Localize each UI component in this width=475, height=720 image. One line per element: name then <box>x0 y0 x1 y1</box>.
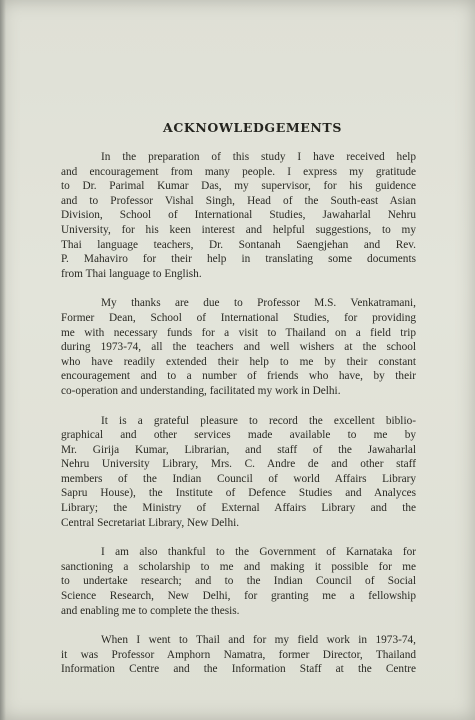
text-line: and to Professor Vishal Singh, Head of the South-east Asian <box>61 194 416 207</box>
text-line: P. Mahaviro for their help in translating some documents <box>61 253 416 266</box>
text-line: it was Professor Amphorn Namatra, former Director, Thailand <box>61 648 416 661</box>
text-line: encouragement and to a number of friends who have, by their <box>61 370 416 383</box>
text-line: during 1973-74, all the teachers and well wishers at the school <box>61 341 416 354</box>
text-line: members of the Indian Council of world Affairs Library <box>61 472 416 485</box>
text-line: sanctioning a scholarship to me and making it possible for me <box>61 560 416 573</box>
text-line: co-operation and understanding, facilitated my work in Delhi. <box>61 384 341 397</box>
text-line: My thanks are due to Professor M.S. Venkatramani, <box>101 297 416 310</box>
text-line: and enabling me to complete the thesis. <box>61 604 240 617</box>
text-line: Central Secretariat Library, New Delhi. <box>61 516 240 529</box>
text-line: Library; the Ministry of External Affairs Library and the <box>61 502 416 515</box>
paragraph-1 <box>61 150 416 281</box>
text-line: Sapru House), the Institute of Defence Studies and Analyces <box>61 487 416 500</box>
text-line: who have readily extended their help to me by their constant <box>61 355 416 368</box>
page-edge-shadow <box>0 0 6 720</box>
paragraph-3 <box>61 414 416 531</box>
text-line: graphical and other services made available to me by <box>61 429 416 442</box>
text-line: In the preparation of this study I have received help <box>101 151 416 163</box>
text-line: to Dr. Parimal Kumar Das, my supervisor, for his guidence <box>61 180 416 193</box>
text-line: to undertake research; and to the Indian Council of Social <box>61 575 416 588</box>
acknowledgements-body <box>61 150 416 692</box>
paragraph-2 <box>61 296 416 398</box>
text-line: Mr. Girija Kumar, Librarian, and staff of the Jawaharlal <box>61 443 416 456</box>
text-line: Division, School of International Studies, Jawaharlal Nehru <box>61 209 416 222</box>
text-line: Information Centre and the Information Staff at the Centre <box>61 663 416 676</box>
paragraph-5 <box>61 633 416 677</box>
paragraph-4 <box>61 545 416 618</box>
text-line: When I went to Thail and for my field work in 1973-74, <box>101 634 416 647</box>
text-line: Former Dean, School of International Studies, for providing <box>61 311 416 324</box>
text-line: Nehru University Library, Mrs. C. Andre de and other staff <box>61 458 416 471</box>
text-line: University, for his keen interest and helpful suggestions, to my <box>61 223 416 236</box>
page-title: ACKNOWLEDGEMENTS <box>163 120 342 135</box>
text-line: me with necessary funds for a visit to Thailand on a field trip <box>61 326 416 339</box>
text-line: from Thai language to English. <box>61 267 202 280</box>
text-line: Thai language teachers, Dr. Sontanah Saengjehan and Rev. <box>61 238 416 251</box>
text-line: Science Research, New Delhi, for granting me a fellowship <box>61 590 416 603</box>
text-line: It is a grateful pleasure to record the excellent biblio- <box>101 414 416 427</box>
text-line: and encouragement from many people. I express my gratitude <box>61 165 416 178</box>
text-line: I am also thankful to the Government of Karnataka for <box>101 546 416 559</box>
